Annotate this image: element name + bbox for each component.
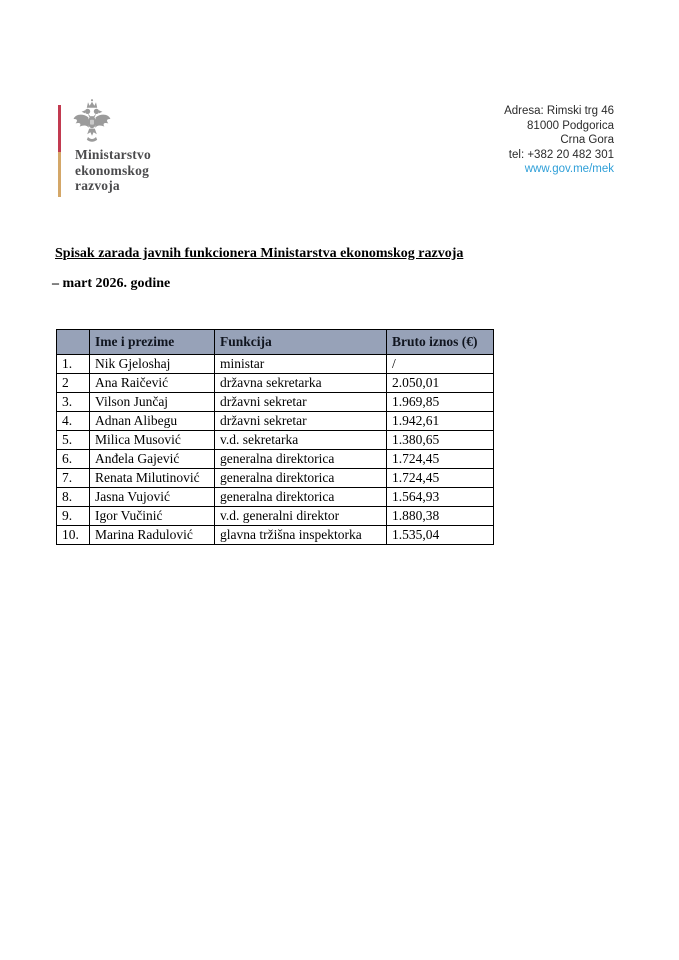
cell-amount: 1.942,61 (387, 412, 494, 431)
cell-amount: / (387, 355, 494, 374)
cell-number: 8. (57, 488, 90, 507)
cell-amount: 1.880,38 (387, 507, 494, 526)
website-link[interactable]: www.gov.me/mek (524, 163, 614, 176)
cell-amount: 1.724,45 (387, 450, 494, 469)
cell-function: ministar (215, 355, 387, 374)
cell-function: državna sekretarka (215, 374, 387, 393)
cell-amount: 1.724,45 (387, 469, 494, 488)
cell-name: Marina Radulović (90, 526, 215, 545)
table-row (57, 374, 494, 393)
document-subtitle: – mart 2026. godine (52, 276, 171, 291)
table-row (57, 431, 494, 450)
table-header-row (57, 330, 494, 355)
cell-name: Ana Raičević (90, 374, 215, 393)
table-row (57, 469, 494, 488)
cell-name: Igor Vučinić (90, 507, 215, 526)
cell-name: Adnan Alibegu (90, 412, 215, 431)
cell-function: v.d. generalni direktor (215, 507, 387, 526)
ministry-name (75, 147, 151, 194)
salary-table (56, 329, 494, 545)
flag-gold-segment (58, 152, 61, 197)
table-row (57, 488, 494, 507)
cell-number: 6. (57, 450, 90, 469)
logo-flag-bar (58, 105, 61, 197)
cell-function: generalna direktorica (215, 450, 387, 469)
contact-address-line: Crna Gora (560, 134, 614, 147)
cell-name: Nik Gjeloshaj (90, 355, 215, 374)
contact-address-line: 81000 Podgorica (527, 119, 614, 132)
cell-number: 7. (57, 469, 90, 488)
cell-name: Jasna Vujović (90, 488, 215, 507)
ministry-name-line: Ministarstvo (75, 147, 151, 162)
cell-function: glavna tržišna inspektorka (215, 526, 387, 545)
cell-function: v.d. sekretarka (215, 431, 387, 450)
cell-amount: 1.969,85 (387, 393, 494, 412)
cell-number: 3. (57, 393, 90, 412)
table-row (57, 393, 494, 412)
cell-number: 10. (57, 526, 90, 545)
cell-number: 9. (57, 507, 90, 526)
table-row (57, 450, 494, 469)
header-name: Ime i prezime (90, 330, 215, 355)
cell-amount: 2.050,01 (387, 374, 494, 393)
cell-name: Vilson Junčaj (90, 393, 215, 412)
cell-name: Anđela Gajević (90, 450, 215, 469)
table-row (57, 412, 494, 431)
ministry-name-line: razvoja (75, 178, 120, 193)
cell-name: Renata Milutinović (90, 469, 215, 488)
table-body (57, 355, 494, 545)
cell-function: državni sekretar (215, 412, 387, 431)
cell-amount: 1.535,04 (387, 526, 494, 545)
coat-of-arms-icon (72, 98, 112, 148)
table-row (57, 355, 494, 374)
flag-red-segment (58, 105, 61, 152)
cell-number: 2 (57, 374, 90, 393)
ministry-name-line: ekonomskog (75, 162, 150, 178)
cell-amount: 1.564,93 (387, 488, 494, 507)
cell-function: državni sekretar (215, 393, 387, 412)
header-function: Funkcija (215, 330, 387, 355)
document-title: Spisak zarada javnih funkcionera Ministarstva ekonomskog razvoja (55, 246, 464, 261)
cell-number: 4. (57, 412, 90, 431)
cell-number: 1. (57, 355, 90, 374)
contact-block (504, 104, 614, 177)
cell-name: Milica Musović (90, 431, 215, 450)
cell-function: generalna direktorica (215, 488, 387, 507)
table-row (57, 526, 494, 545)
cell-amount: 1.380,65 (387, 431, 494, 450)
contact-phone: tel: +382 20 482 301 (508, 148, 614, 161)
cell-function: generalna direktorica (215, 469, 387, 488)
header-amount: Bruto iznos (€) (387, 330, 494, 355)
table-row (57, 507, 494, 526)
contact-address-line: Adresa: Rimski trg 46 (504, 105, 614, 117)
cell-number: 5. (57, 431, 90, 450)
header-number (57, 330, 90, 355)
